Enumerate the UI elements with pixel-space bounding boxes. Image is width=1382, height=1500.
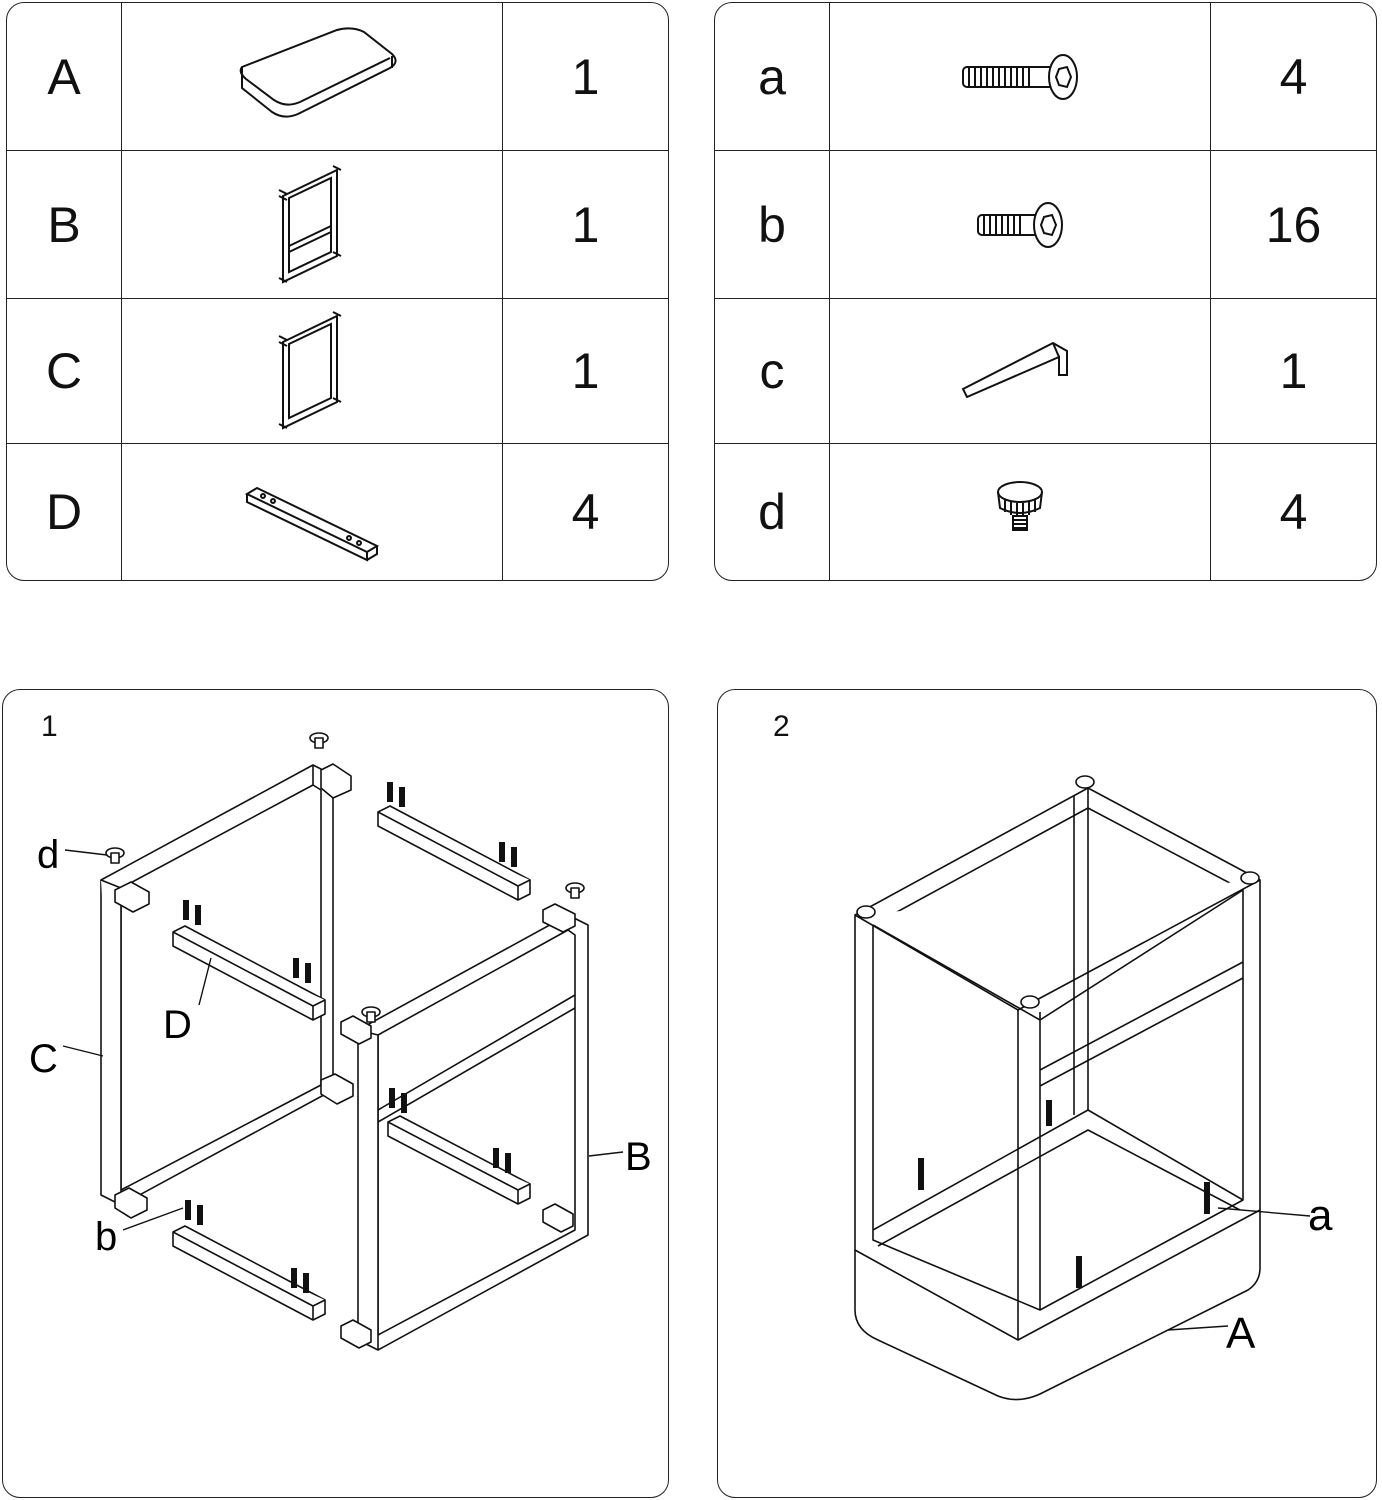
callout-d: d bbox=[37, 833, 60, 877]
part-label: d bbox=[715, 444, 830, 580]
step-2-diagram bbox=[718, 690, 1377, 1498]
step-number: 1 bbox=[41, 710, 58, 743]
callout-B: B bbox=[625, 1135, 652, 1179]
part-qty: 1 bbox=[503, 3, 668, 151]
foot-cap-icon bbox=[830, 444, 1211, 580]
callout-A: A bbox=[1226, 1309, 1256, 1358]
seat-cushion-icon bbox=[122, 3, 503, 151]
short-bolt-icon bbox=[830, 151, 1211, 299]
part-label: C bbox=[7, 299, 122, 444]
step-2-panel bbox=[717, 689, 1377, 1498]
part-label: a bbox=[715, 3, 830, 151]
parts-table-hardware bbox=[714, 2, 1377, 581]
side-frame-c-icon bbox=[122, 299, 503, 444]
crossbar-icon bbox=[122, 444, 503, 580]
part-qty: 1 bbox=[503, 299, 668, 444]
part-qty: 1 bbox=[1211, 299, 1376, 444]
part-label: B bbox=[7, 151, 122, 299]
callout-D: D bbox=[163, 1003, 192, 1047]
callout-a: a bbox=[1308, 1191, 1333, 1240]
part-qty: 16 bbox=[1211, 151, 1376, 299]
callout-b: b bbox=[95, 1215, 118, 1259]
step-number: 2 bbox=[773, 710, 790, 743]
part-qty: 4 bbox=[1211, 3, 1376, 151]
long-bolt-icon bbox=[830, 3, 1211, 151]
allen-key-icon bbox=[830, 299, 1211, 444]
step-1-diagram bbox=[3, 690, 669, 1498]
step-1-panel bbox=[2, 689, 669, 1498]
part-label: c bbox=[715, 299, 830, 444]
part-qty: 1 bbox=[503, 151, 668, 299]
part-label: b bbox=[715, 151, 830, 299]
part-label: A bbox=[7, 3, 122, 151]
part-qty: 4 bbox=[1279, 484, 1308, 540]
part-qty: 4 bbox=[571, 484, 600, 540]
parts-table-frames bbox=[6, 2, 669, 581]
callout-C: C bbox=[29, 1037, 58, 1081]
side-frame-b-icon bbox=[122, 151, 503, 299]
part-label: D bbox=[7, 444, 122, 580]
